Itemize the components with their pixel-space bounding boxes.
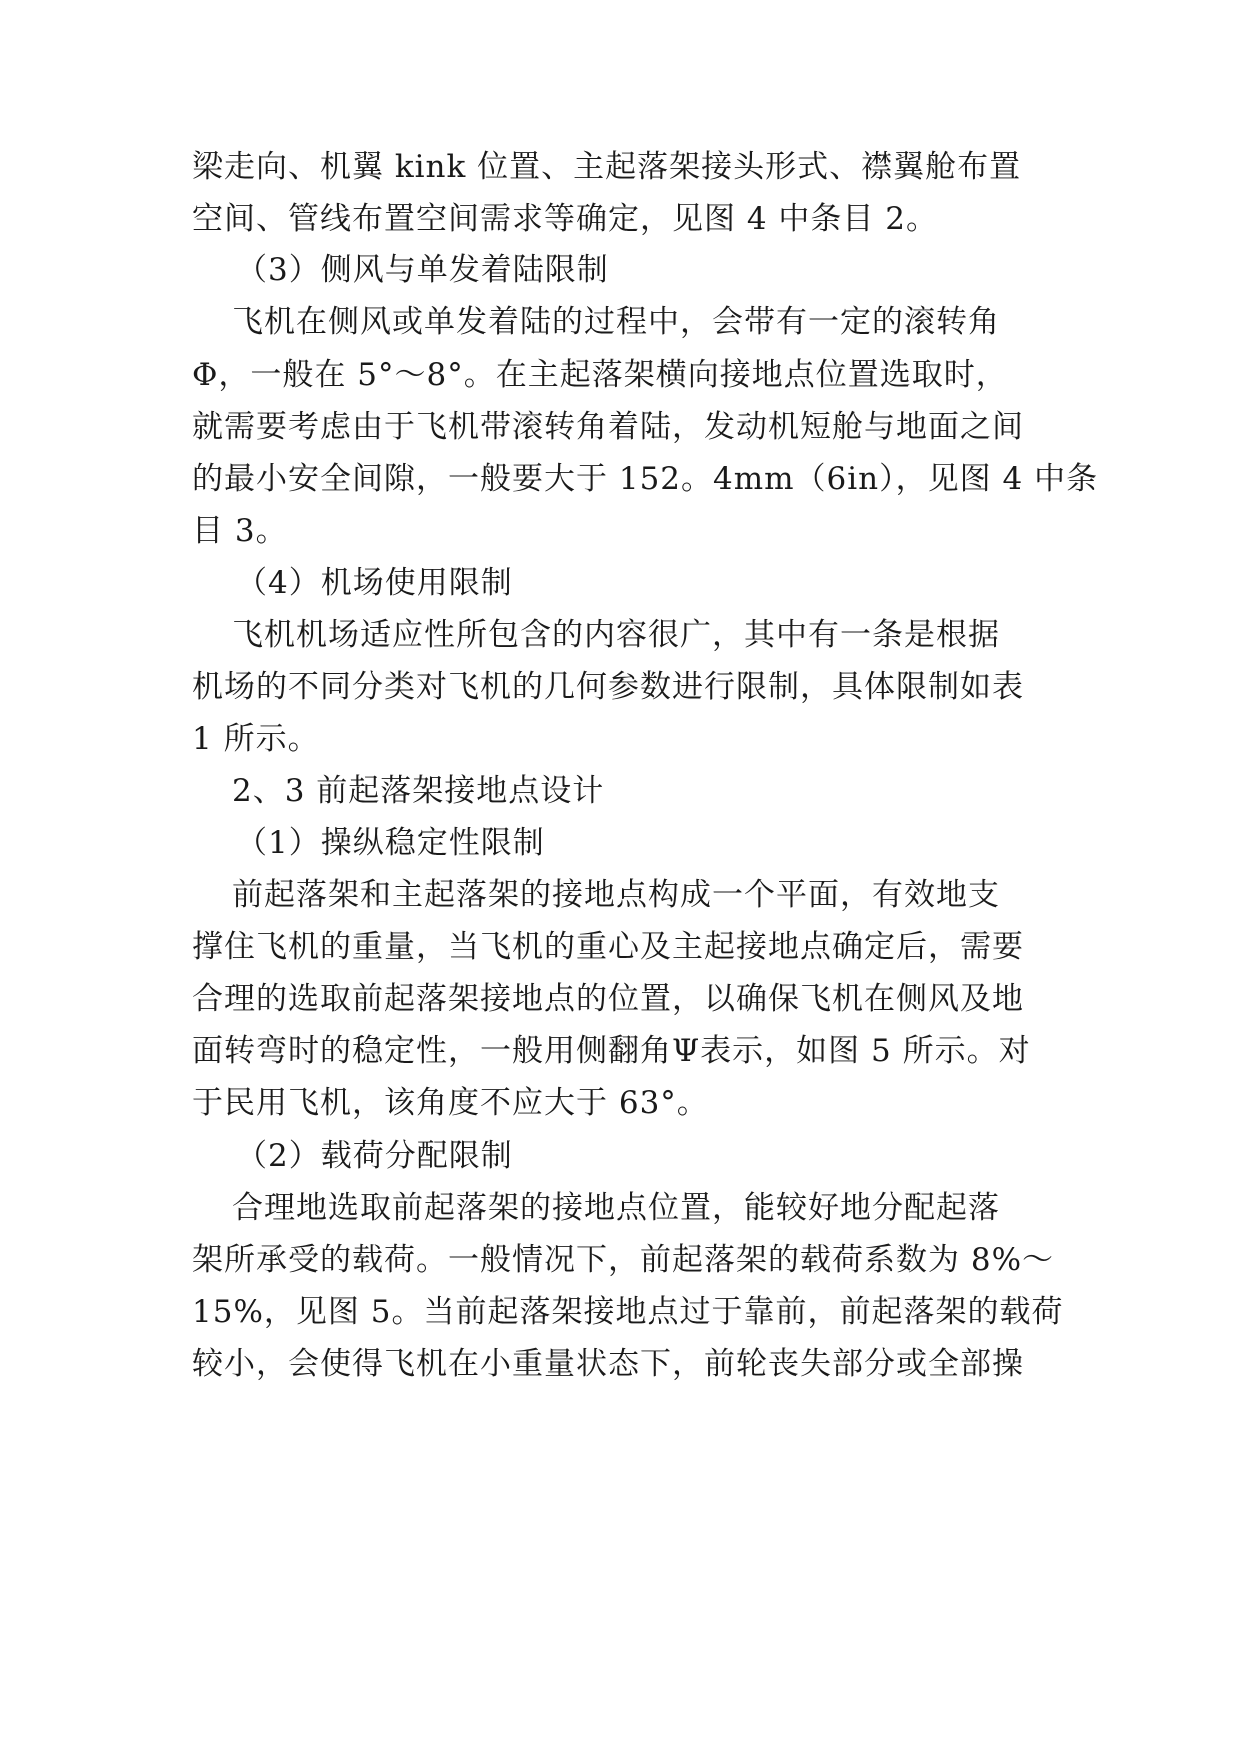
text-line: 就需要考虑由于飞机带滚转角着陆，发动机短舱与地面之间 (192, 409, 1024, 445)
text-line: 空间、管线布置空间需求等确定，见图 4 中条目 2。 (192, 201, 939, 237)
text-line: 梁走向、机翼 kink 位置、主起落架接头形式、襟翼舱布置 (192, 149, 1022, 185)
paragraph-first-line: 飞机机场适应性所包含的内容很广，其中有一条是根据 (232, 617, 1000, 653)
paragraph-first-line: 合理地选取前起落架的接地点位置，能较好地分配起落 (232, 1190, 1000, 1226)
text-line: 于民用飞机，该角度不应大于 63°。 (192, 1085, 709, 1121)
subsection-heading: （2）载荷分配限制 (236, 1138, 513, 1174)
subsection-heading: （3）侧风与单发着陆限制 (236, 252, 609, 288)
text-line: 面转弯时的稳定性，一般用侧翻角Ψ表示，如图 5 所示。对 (192, 1033, 1031, 1069)
paragraph-first-line: 飞机在侧风或单发着陆的过程中，会带有一定的滚转角 (232, 304, 1000, 340)
text-line: 1 所示。 (192, 721, 320, 757)
text-line: 合理的选取前起落架接地点的位置，以确保飞机在侧风及地 (192, 981, 1024, 1017)
text-line: 的最小安全间隙，一般要大于 152。4mm（6in），见图 4 中条 (192, 461, 1099, 497)
text-line: 15%，见图 5。当前起落架接地点过于靠前，前起落架的载荷 (192, 1294, 1064, 1330)
paragraph-first-line: 前起落架和主起落架的接地点构成一个平面，有效地支 (232, 877, 1000, 913)
text-line: 较小，会使得飞机在小重量状态下，前轮丧失部分或全部操 (192, 1346, 1024, 1382)
text-line: Φ，一般在 5°～8°。在主起落架横向接地点位置选取时， (192, 357, 1008, 393)
text-line: 目 3。 (192, 513, 288, 549)
subsection-heading: （4）机场使用限制 (236, 565, 513, 601)
subsection-heading: （1）操纵稳定性限制 (236, 825, 545, 861)
text-line: 架所承受的载荷。一般情况下，前起落架的载荷系数为 8%～ (192, 1242, 1055, 1278)
section-heading: 2、3 前起落架接地点设计 (232, 773, 605, 809)
text-line: 撑住飞机的重量，当飞机的重心及主起接地点确定后，需要 (192, 929, 1024, 965)
text-line: 机场的不同分类对飞机的几何参数进行限制，具体限制如表 (192, 669, 1024, 705)
